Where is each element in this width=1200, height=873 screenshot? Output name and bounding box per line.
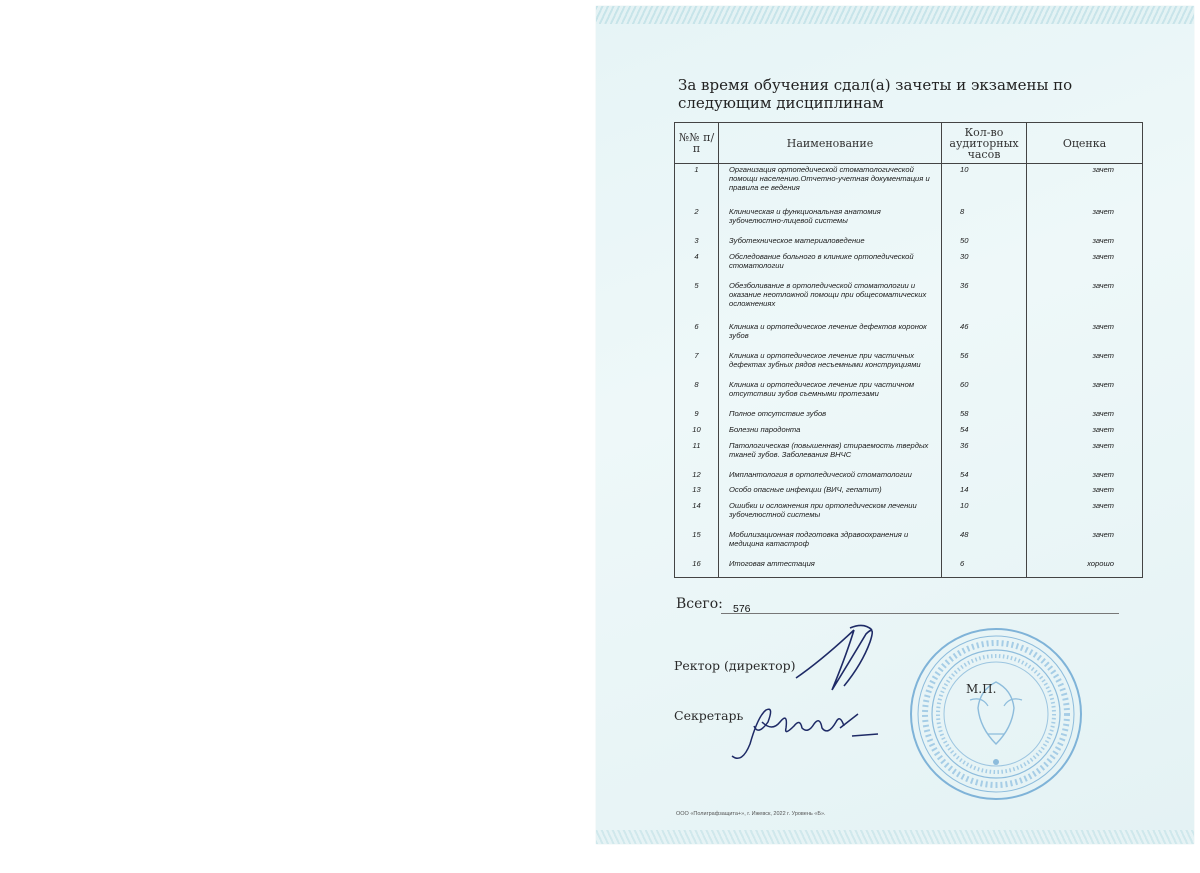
table-row bbox=[675, 321, 1143, 350]
row-num: 1 bbox=[675, 164, 719, 207]
table-row bbox=[675, 469, 1143, 485]
printer-footer: ООО «Полиграфзащита+», г. Ижевск, 2022 г. Уровень «Б». bbox=[676, 811, 826, 817]
row-name: Итоговая аттестация bbox=[719, 558, 942, 574]
row-name: Обследование больного в клинике ортопедической стоматологии bbox=[719, 251, 942, 280]
row-name: Клиническая и функциональная анатомия зубочелюстно-лицевой системы bbox=[719, 206, 942, 235]
row-grade: хорошо bbox=[1027, 558, 1143, 574]
table-row bbox=[675, 529, 1143, 558]
official-seal-icon bbox=[908, 626, 1084, 802]
table-row bbox=[675, 206, 1143, 235]
row-hours: 50 bbox=[942, 235, 1027, 251]
table-filler-row bbox=[675, 574, 1143, 578]
table-row bbox=[675, 350, 1143, 379]
secretary-label: Секретарь bbox=[674, 708, 744, 723]
table-row bbox=[675, 164, 1143, 207]
row-grade: зачет bbox=[1027, 235, 1143, 251]
row-hours: 36 bbox=[942, 440, 1027, 469]
row-hours: 36 bbox=[942, 280, 1027, 322]
rector-signature-icon bbox=[792, 620, 884, 700]
row-hours: 10 bbox=[942, 164, 1027, 207]
row-grade: зачет bbox=[1027, 424, 1143, 440]
secretary-signature-icon bbox=[728, 696, 898, 770]
row-grade: зачет bbox=[1027, 529, 1143, 558]
disciplines-table bbox=[674, 122, 1143, 578]
table-row bbox=[675, 424, 1143, 440]
filler-cell bbox=[942, 574, 1027, 578]
row-name: Ошибки и осложнения при ортопедическом лечении зубочелюстной системы bbox=[719, 500, 942, 529]
row-name: Имплантология в ортопедической стоматологии bbox=[719, 469, 942, 485]
row-hours: 54 bbox=[942, 469, 1027, 485]
total-value: 576 bbox=[733, 603, 751, 615]
table-body bbox=[675, 164, 1143, 578]
row-name: Особо опасные инфекции (ВИЧ, гепатит) bbox=[719, 484, 942, 500]
row-grade: зачет bbox=[1027, 280, 1143, 322]
row-name: Патологическая (повышенная) стираемость твердых тканей зубов. Заболевания ВНЧС bbox=[719, 440, 942, 469]
row-hours: 30 bbox=[942, 251, 1027, 280]
stamp-label: М.П. bbox=[966, 682, 997, 696]
row-name: Зуботехническое материаловедение bbox=[719, 235, 942, 251]
row-num: 13 bbox=[675, 484, 719, 500]
row-name: Организация ортопедической стоматологической помощи населению.Отчетно-учетная документация и правила ее ведения bbox=[719, 164, 942, 207]
row-grade: зачет bbox=[1027, 440, 1143, 469]
row-num: 4 bbox=[675, 251, 719, 280]
table-row bbox=[675, 235, 1143, 251]
row-hours: 56 bbox=[942, 350, 1027, 379]
header-name: Наименование bbox=[719, 123, 942, 164]
row-num: 14 bbox=[675, 500, 719, 529]
row-grade: зачет bbox=[1027, 379, 1143, 408]
filler-cell bbox=[719, 574, 942, 578]
row-hours: 60 bbox=[942, 379, 1027, 408]
row-name: Полное отсутствие зубов bbox=[719, 408, 942, 424]
row-name: Клиника и ортопедическое лечение дефектов коронок зубов bbox=[719, 321, 942, 350]
row-grade: зачет bbox=[1027, 484, 1143, 500]
row-hours: 46 bbox=[942, 321, 1027, 350]
row-num: 7 bbox=[675, 350, 719, 379]
row-name: Клиника и ортопедическое лечение при частичном отсутствии зубов съемными протезами bbox=[719, 379, 942, 408]
row-name: Обезболивание в ортопедической стоматологии и оказание неотложной помощи при общесоматических осложнениях bbox=[719, 280, 942, 322]
row-num: 12 bbox=[675, 469, 719, 485]
header-hours: Кол-во аудиторных часов bbox=[942, 123, 1027, 164]
table-row bbox=[675, 280, 1143, 322]
row-num: 15 bbox=[675, 529, 719, 558]
row-num: 6 bbox=[675, 321, 719, 350]
row-grade: зачет bbox=[1027, 469, 1143, 485]
row-hours: 6 bbox=[942, 558, 1027, 574]
row-num: 10 bbox=[675, 424, 719, 440]
row-grade: зачет bbox=[1027, 350, 1143, 379]
table-row bbox=[675, 440, 1143, 469]
row-hours: 8 bbox=[942, 206, 1027, 235]
table-header-row bbox=[675, 123, 1143, 164]
row-grade: зачет bbox=[1027, 164, 1143, 207]
total-label: Всего: bbox=[676, 596, 723, 612]
row-name: Болезни пародонта bbox=[719, 424, 942, 440]
table-row bbox=[675, 408, 1143, 424]
header-num: №№ п/п bbox=[675, 123, 719, 164]
table-row bbox=[675, 500, 1143, 529]
row-num: 5 bbox=[675, 280, 719, 322]
row-grade: зачет bbox=[1027, 408, 1143, 424]
table-row bbox=[675, 251, 1143, 280]
table-row bbox=[675, 558, 1143, 574]
row-grade: зачет bbox=[1027, 500, 1143, 529]
page-heading: За время обучения сдал(а) зачеты и экзамены по следующим дисциплинам bbox=[678, 76, 1073, 112]
row-grade: зачет bbox=[1027, 251, 1143, 280]
row-num: 9 bbox=[675, 408, 719, 424]
rector-label: Ректор (директор) bbox=[674, 658, 796, 673]
row-num: 2 bbox=[675, 206, 719, 235]
total-underline bbox=[721, 613, 1119, 614]
row-num: 8 bbox=[675, 379, 719, 408]
row-num: 16 bbox=[675, 558, 719, 574]
row-grade: зачет bbox=[1027, 321, 1143, 350]
row-name: Мобилизационная подготовка здравоохранения и медицина катастроф bbox=[719, 529, 942, 558]
row-grade: зачет bbox=[1027, 206, 1143, 235]
row-hours: 58 bbox=[942, 408, 1027, 424]
table-row bbox=[675, 484, 1143, 500]
table-row bbox=[675, 379, 1143, 408]
row-name: Клиника и ортопедическое лечение при частичных дефектах зубных рядов несъемными конструкциями bbox=[719, 350, 942, 379]
row-hours: 14 bbox=[942, 484, 1027, 500]
row-num: 3 bbox=[675, 235, 719, 251]
row-hours: 48 bbox=[942, 529, 1027, 558]
row-hours: 54 bbox=[942, 424, 1027, 440]
filler-cell bbox=[1027, 574, 1143, 578]
row-hours: 10 bbox=[942, 500, 1027, 529]
diploma-supplement-page bbox=[596, 6, 1194, 844]
header-grade: Оценка bbox=[1027, 123, 1143, 164]
row-num: 11 bbox=[675, 440, 719, 469]
filler-cell bbox=[675, 574, 719, 578]
